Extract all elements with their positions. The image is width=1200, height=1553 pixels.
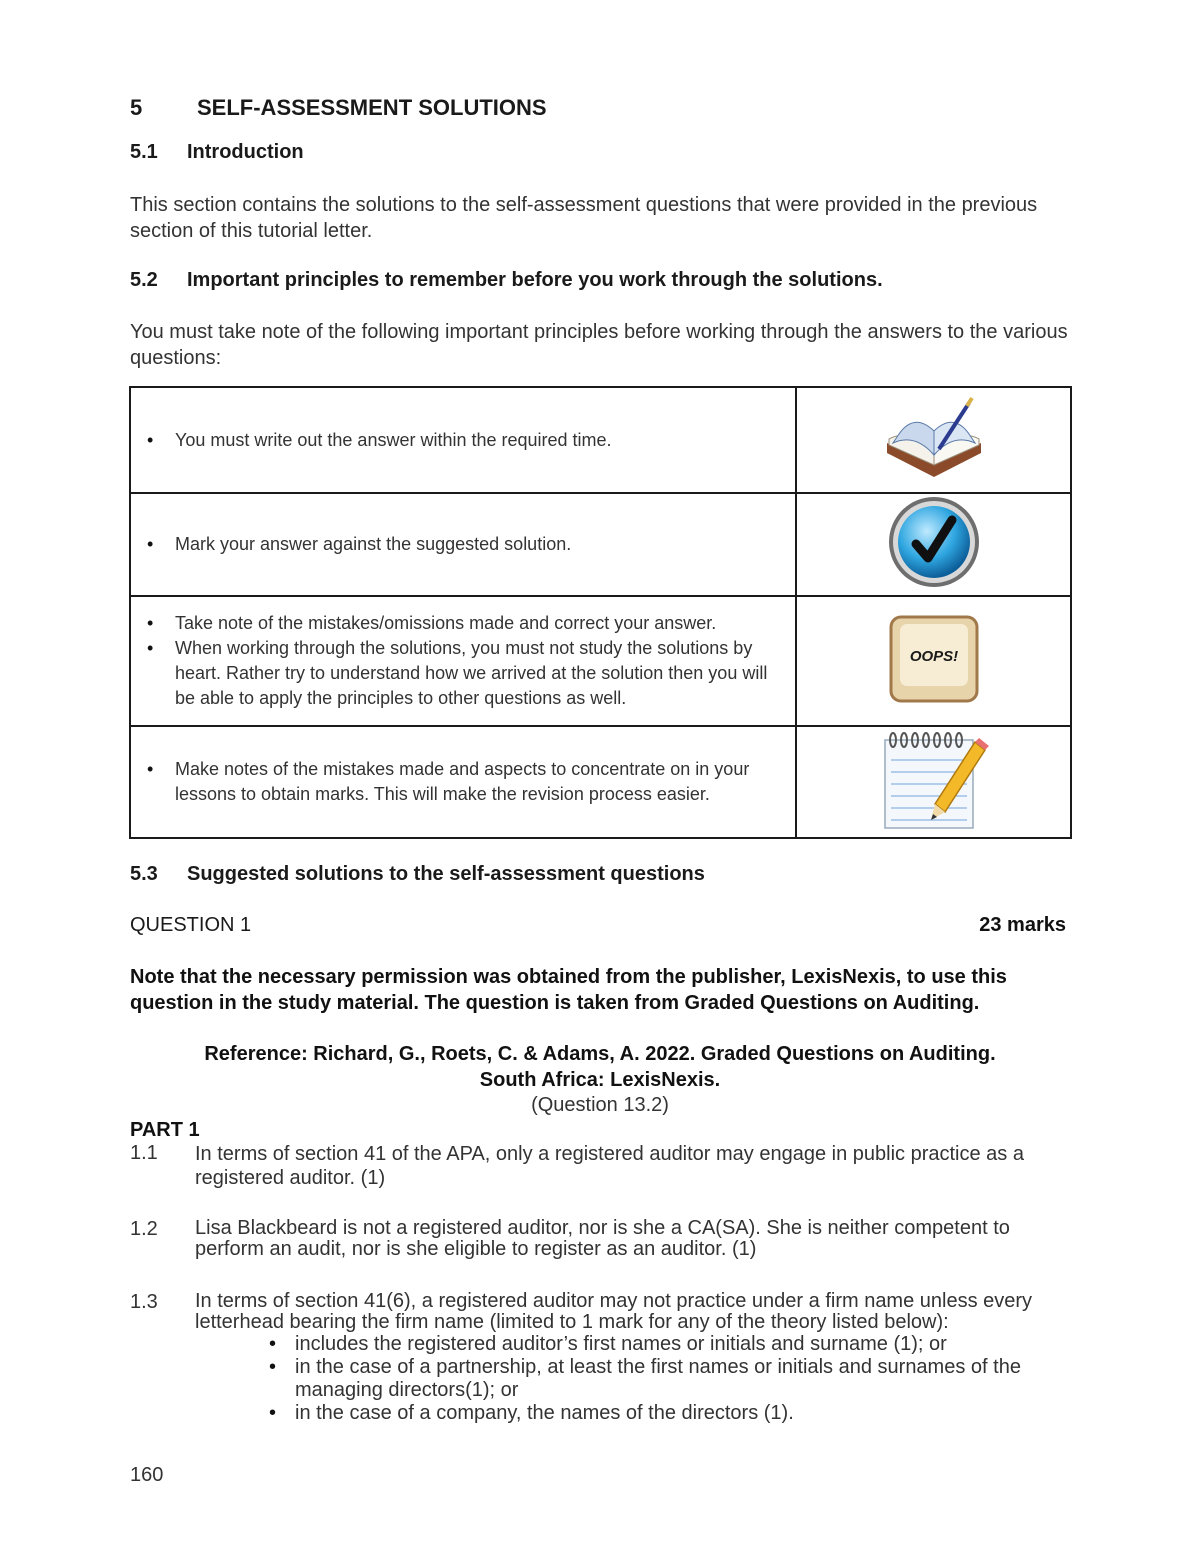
oops-key-icon [888, 614, 980, 704]
oops-key-label: OOPS! [909, 647, 958, 665]
answer-text: Lisa Blackbeard is not a registered auditor, nor is she a CA(SA). She is neither competent to perform an audit, nor is she eligible to register as an auditor. (1) [195, 1217, 1010, 1260]
principle-bullet: • Make notes of the mistakes made and aspects to concentrate on in your lessons to obtain marks. This will make the revision process easier. [147, 757, 787, 807]
answer-sub-item: • in the case of a partnership, at least the first names or initials and surnames of the managing directors(1); or [265, 1356, 1071, 1402]
answer-text: In terms of section 41 of the APA, only a registered auditor may engage in public practice as a registered auditor. (1) [195, 1143, 1024, 1189]
principle-row [130, 387, 1071, 493]
principles-table [129, 386, 1072, 839]
reference-line-1: Reference: Richard, G., Roets, C. & Adams, A. 2022. Graded Questions on Auditing. [204, 1043, 996, 1065]
question-marks: 23 marks [979, 914, 1066, 936]
permission-note: Note that the necessary permission was obtained from the publisher, LexisNexis, to use this question in the study material. The question is taken from Graded Questions on Auditing. [130, 966, 1007, 1014]
principles-intro-paragraph: You must take note of the following important principles before working through the answers to the various questions: [130, 321, 1068, 369]
answer-sub-item: • includes the registered auditor’s first names or initials and surname (1); or [265, 1333, 1071, 1356]
section-title: SELF-ASSESSMENT SOLUTIONS [197, 95, 547, 120]
subsection-heading-5-3: 5.3 Suggested solutions to the self-assessment questions [130, 863, 705, 885]
section-heading [130, 95, 547, 121]
principle-row [130, 596, 1071, 726]
section-number: 5 [130, 95, 143, 120]
intro-paragraph: This section contains the solutions to the self-assessment questions that were provided in the previous section of this tutorial letter. [130, 194, 1038, 242]
answer-item [130, 1218, 1072, 1278]
principle-bullet: • Take note of the mistakes/omissions made and correct your answer. [147, 611, 787, 636]
answer-number: 1.2 [130, 1218, 158, 1240]
page-number: 160 [130, 1464, 164, 1486]
answer-item [130, 1142, 1072, 1202]
answer-number: 1.3 [130, 1291, 158, 1313]
principle-bullet: • Mark your answer against the suggested solution. [147, 532, 787, 557]
reference-line-2: South Africa: LexisNexis. [479, 1069, 721, 1091]
principle-row [130, 726, 1071, 838]
subsection-heading-5-1: 5.1 Introduction [130, 141, 304, 163]
question-source: (Question 13.2) [531, 1094, 669, 1116]
answer-sub-list [265, 1333, 1071, 1425]
answer-number: 1.1 [130, 1142, 158, 1164]
subsection-heading-5-2: 5.2 Important principles to remember before you work through the solutions. [130, 269, 883, 291]
principle-bullet: • You must write out the answer within the required time. [147, 428, 787, 453]
checkmark-icon [886, 494, 982, 590]
principle-bullet: • When working through the solutions, you must not study the solutions by heart. Rather try to understand how we arrived at the solution then you will be able to apply the principles to other questions as well. [147, 636, 787, 711]
answer-text: In terms of section 41(6), a registered auditor may not practice under a firm name unless every letterhead bearing the firm name (limited to 1 mark for any of the theory listed below): [195, 1290, 1033, 1333]
principle-row [130, 493, 1071, 596]
part-label: PART 1 [130, 1119, 200, 1141]
question-label: QUESTION 1 [130, 914, 252, 936]
answer-item [130, 1291, 1072, 1441]
book-pen-icon [879, 393, 989, 483]
answer-sub-item: • in the case of a company, the names of the directors (1). [265, 1402, 1071, 1425]
notepad-pencil-icon [879, 728, 989, 832]
